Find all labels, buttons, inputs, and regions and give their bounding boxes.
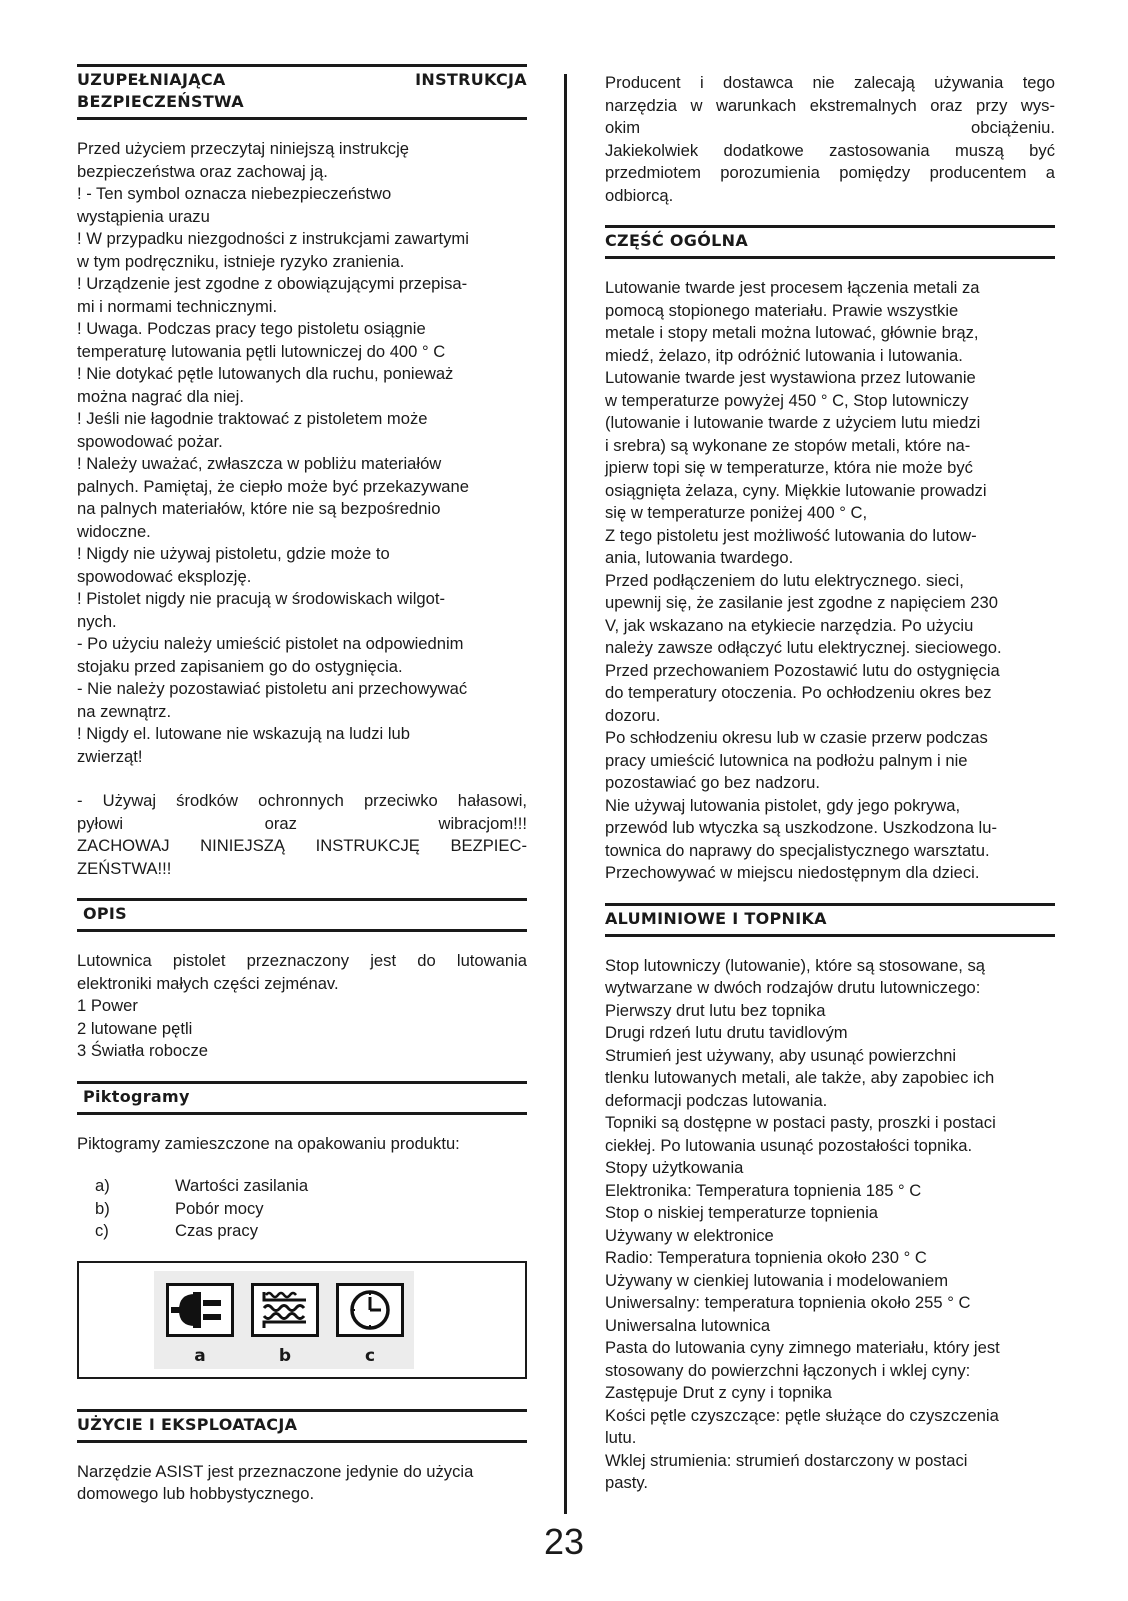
text-line: Elektronika: Temperatura topnienia 185 ° C	[605, 1180, 922, 1200]
text-line: Lutowanie twarde jest procesem łączenia metali za	[605, 278, 980, 297]
text-line: lutu.	[605, 1428, 637, 1447]
pikto-text: Wartości zasilania	[175, 1176, 309, 1195]
text-line: metale i stopy metali można lutować, głównie brąz,	[605, 323, 979, 342]
text-line: Strumień jest używany, aby usunąć powierzchni	[605, 1045, 957, 1065]
pikto-list-item	[77, 1175, 527, 1198]
text-line: Przed przechowaniem Pozostawić lutu do ostygnięcia	[605, 660, 1000, 680]
opis-text	[77, 950, 527, 1063]
text-line: Po schłodzeniu okresu lub w czasie przerw podczas	[605, 728, 988, 747]
text-line: - Nie należy pozostawiać pistoletu ani przechowywać	[77, 679, 468, 698]
text-line: Przed użyciem przeczytaj niniejszą instrukcję	[77, 139, 409, 158]
text-line: Producent i dostawca nie zalecają używania tego	[605, 73, 1055, 92]
usage-heading: UŻYCIE I EKSPLOATACJA	[77, 1409, 527, 1443]
text-line: ! Urządzenie jest zgodne z obowiązującymi przepisa-	[77, 274, 468, 293]
text-line: pomocą stopionego materiału. Prawie wszystkie	[605, 300, 959, 320]
pikto-list	[77, 1175, 527, 1243]
right-column	[605, 72, 1055, 1513]
safety-heading-line2: BEZPIECZEŃSTWA	[77, 92, 244, 111]
pikto-heading: Piktogramy	[77, 1081, 527, 1115]
text-line: odbiorcą.	[605, 185, 674, 205]
text-line: ! Nigdy nie używaj pistoletu, gdzie może to	[77, 544, 390, 563]
text-line: domowego lub hobbystycznego.	[77, 1484, 315, 1503]
text-line: wystąpienia urazu	[77, 206, 210, 226]
general-heading: CZĘŚĆ OGÓLNA	[605, 225, 1055, 259]
text-line: wytwarzane w dwóch rodzajów drutu lutowniczego:	[605, 978, 981, 997]
text-line: deformacji podczas lutowania.	[605, 1090, 828, 1110]
text-line: - Po użyciu należy umieścić pistolet na odpowiednim	[77, 634, 464, 653]
text-line: można nagrać dla niej.	[77, 386, 244, 406]
column-divider	[564, 74, 567, 1514]
usage-text	[77, 1461, 527, 1506]
text-line: elektroniki małych części zejménav.	[77, 973, 339, 993]
safety-heading-left: UZUPEŁNIAJĄCA	[77, 70, 226, 89]
text-line: stojaku przed zapisaniem go do ostygnięcia.	[77, 656, 403, 676]
safety-heading-right: INSTRUKCJA	[415, 70, 527, 89]
text-line: okim obciążeniu.	[605, 118, 1055, 137]
text-line: ! - Ten symbol oznacza niebezpieczeństwo	[77, 184, 392, 203]
alu-heading: ALUMINIOWE I TOPNIKA	[605, 903, 1055, 937]
text-line: spowodować eksplozję.	[77, 566, 252, 586]
text-line: pasty.	[605, 1473, 649, 1492]
text-line: (lutowanie i lutowanie twarde z użyciem lutu miedzi	[605, 413, 981, 432]
text-line: Jakiekolwiek dodatkowe zastosowania muszą być	[605, 140, 1055, 160]
heating-coil-icon	[251, 1283, 319, 1337]
text-line: ZACHOWAJ NINIEJSZĄ INSTRUKCJĘ BEZPIEC-	[77, 836, 527, 855]
text-line: Uniwersalny: temperatura topnienia około 255 ° C	[605, 1293, 971, 1312]
text-line: Stop o niskiej temperaturze topnienia	[605, 1203, 879, 1222]
text-line: pracy umieścić lutownica na podłożu palnym i nie	[605, 750, 968, 770]
text-line: temperaturę lutowania pętli lutowniczej do 400 ° C	[77, 341, 446, 361]
text-line: ! Jeśli nie łagodnie traktować z pistoletem może	[77, 409, 428, 428]
text-line: townica do naprawy do specjalistycznego warsztatu.	[605, 840, 990, 860]
safety-heading	[77, 64, 527, 120]
text-line: w tym podręczniku, istnieje ryzyko zranienia.	[77, 251, 405, 271]
general-text	[605, 277, 1055, 885]
text-line: Przechowywać w miejscu niedostępnym dla dzieci.	[605, 863, 980, 882]
safety-text	[77, 138, 527, 880]
text-line: Pasta do lutowania cyny zimnego materiału, który jest	[605, 1338, 1000, 1357]
text-line: się w temperaturze poniżej 400 ° C,	[605, 503, 868, 522]
text-line: widoczne.	[77, 521, 151, 541]
pikto-key: a)	[95, 1176, 110, 1195]
text-line: narzędzia w warunkach ekstremalnych oraz przy wys-	[605, 95, 1055, 115]
text-line: należy zawsze odłączyć lutu elektrycznej. sieciowego.	[605, 638, 1002, 657]
alu-text	[605, 955, 1055, 1495]
text-line: nych.	[77, 611, 117, 631]
text-line: Topniki są dostępne w postaci pasty, proszki i postaci	[605, 1113, 996, 1132]
pikto-section	[77, 1133, 527, 1379]
pikto-list-item	[77, 1198, 527, 1221]
text-line: Drugi rdzeń lutu drutu tavidlovým	[605, 1023, 848, 1042]
text-line: Z tego pistoletu jest możliwość lutowania do lutow-	[605, 525, 977, 545]
text-line: osiągnięta żelaza, cyny. Miękkie lutowanie prowadzi	[605, 480, 987, 500]
text-line: Stopy użytkowania	[605, 1158, 744, 1177]
pikto-letter-b: b	[278, 1345, 292, 1366]
text-line: Zastępuje Drut z cyny i topnika	[605, 1383, 832, 1402]
text-line: bezpieczeństwa oraz zachowaj ją.	[77, 161, 328, 181]
text-line: ania, lutowania twardego.	[605, 548, 794, 567]
text-line: ! Nie dotykać pętle lutowanych dla ruchu, ponieważ	[77, 364, 454, 383]
left-column	[77, 64, 527, 1524]
text-line: Przed podłączeniem do lutu elektrycznego. sieci,	[605, 570, 964, 590]
text-line: Stop lutowniczy (lutowanie), które są stosowane, są	[605, 955, 985, 975]
pictogram-strip	[154, 1271, 414, 1369]
text-line: ! W przypadku niezgodności z instrukcjami zawartymi	[77, 229, 469, 248]
text-line: Radio: Temperatura topnienia około 230 ° C	[605, 1248, 927, 1267]
text-line: do temperatury otoczenia. Po ochłodzeniu okres bez	[605, 683, 992, 702]
text-line: Wklej strumienia: strumień dostarczony w postaci	[605, 1450, 968, 1470]
text-line: ! Nigdy el. lutowane nie wskazują na ludzi lub	[77, 724, 410, 743]
text-line: przedmiotem porozumienia pomiędzy producentem a	[605, 163, 1055, 182]
text-line: dozoru.	[605, 705, 661, 725]
text-line: 1 Power	[77, 996, 138, 1015]
pikto-text: Pobór mocy	[175, 1198, 264, 1218]
text-line: ZEŃSTWA!!!	[77, 858, 172, 878]
text-line: Lutowanie twarde jest wystawiona przez lutowanie	[605, 368, 976, 387]
text-line: Pierwszy drut lutu bez topnika	[605, 1000, 826, 1020]
text-line: Lutownica pistolet przeznaczony jest do lutowania	[77, 951, 527, 970]
pikto-list-item	[77, 1220, 527, 1243]
text-line: Używany w cienkiej lutowania i modelowaniem	[605, 1270, 949, 1290]
intro-text	[605, 72, 1055, 207]
pikto-key: b)	[95, 1198, 110, 1218]
text-line: pozostawiać go bez nadzoru.	[605, 773, 820, 792]
text-line: 2 lutowane pętli	[77, 1018, 193, 1038]
pikto-key: c)	[95, 1221, 109, 1240]
text-line: tlenku lutowanych metali, ale także, aby zapobiec ich	[605, 1068, 995, 1087]
text-line: Uniwersalna lutownica	[605, 1315, 771, 1335]
page-number: 23	[543, 1521, 585, 1562]
text-line: Używany w elektronice	[605, 1225, 774, 1245]
power-plug-icon	[166, 1283, 234, 1337]
text-line: mi i normami technicznymi.	[77, 296, 278, 316]
text-line: ! Należy uważać, zwłaszcza w pobliżu materiałów	[77, 454, 442, 473]
text-line: 3 Światła robocze	[77, 1041, 208, 1060]
text-line: i srebra) są wykonane ze stopów metali, które na-	[605, 435, 971, 455]
text-line: - Używaj środków ochronnych przeciwko hałasowi,	[77, 791, 527, 810]
text-line: stosowany do powierzchni łączonych i wklej cyny:	[605, 1360, 971, 1380]
pikto-letter-c: c	[364, 1345, 376, 1366]
pikto-intro: Piktogramy zamieszczone na opakowaniu produktu:	[77, 1133, 460, 1153]
text-line: na palnych materiałów, które nie są bezpośrednio	[77, 499, 441, 518]
text-line: palnych. Pamiętaj, że ciepło może być przekazywane	[77, 476, 469, 496]
text-line: w temperaturze powyżej 450 ° C, Stop lutowniczy	[605, 390, 969, 410]
text-line: Kości pętle czyszczące: pętle służące do czyszczenia	[605, 1405, 999, 1425]
text-line: upewnij się, że zasilanie jest zgodne z napięciem 230	[605, 593, 998, 612]
text-line: ! Pistolet nigdy nie pracują w środowiskach wilgot-	[77, 589, 445, 608]
text-line: V, jak wskazano na etykiecie narzędzia. Po użyciu	[605, 615, 974, 635]
text-line: ! Uwaga. Podczas pracy tego pistoletu osiągnie	[77, 319, 426, 338]
text-line: Nie używaj lutowania pistolet, gdy jego pokrywa,	[605, 795, 961, 815]
opis-heading: OPIS	[77, 898, 527, 932]
text-line: jpierw topi się w temperaturze, która nie może być	[605, 458, 973, 477]
text-line: spowodować pożar.	[77, 431, 223, 451]
clock-icon	[336, 1283, 404, 1337]
pictogram-box	[77, 1261, 527, 1379]
pikto-text: Czas pracy	[175, 1221, 258, 1240]
text-line: zwierząt!	[77, 746, 143, 766]
text-line: pyłowi oraz wibracjom!!!	[77, 813, 527, 833]
text-line: na zewnątrz.	[77, 701, 172, 721]
text-line: ciekłej. Po lutowania usunąć pozostałości topnika.	[605, 1135, 973, 1155]
text-line: Narzędzie ASIST jest przeznaczone jedynie do użycia	[77, 1461, 474, 1481]
text-line: miedź, żelazo, itp odróżnić lutowania i lutowania.	[605, 345, 963, 365]
text-line: przewód lub wtyczka są uszkodzone. Uszkodzona lu-	[605, 818, 997, 837]
pikto-letter-a: a	[194, 1345, 206, 1366]
